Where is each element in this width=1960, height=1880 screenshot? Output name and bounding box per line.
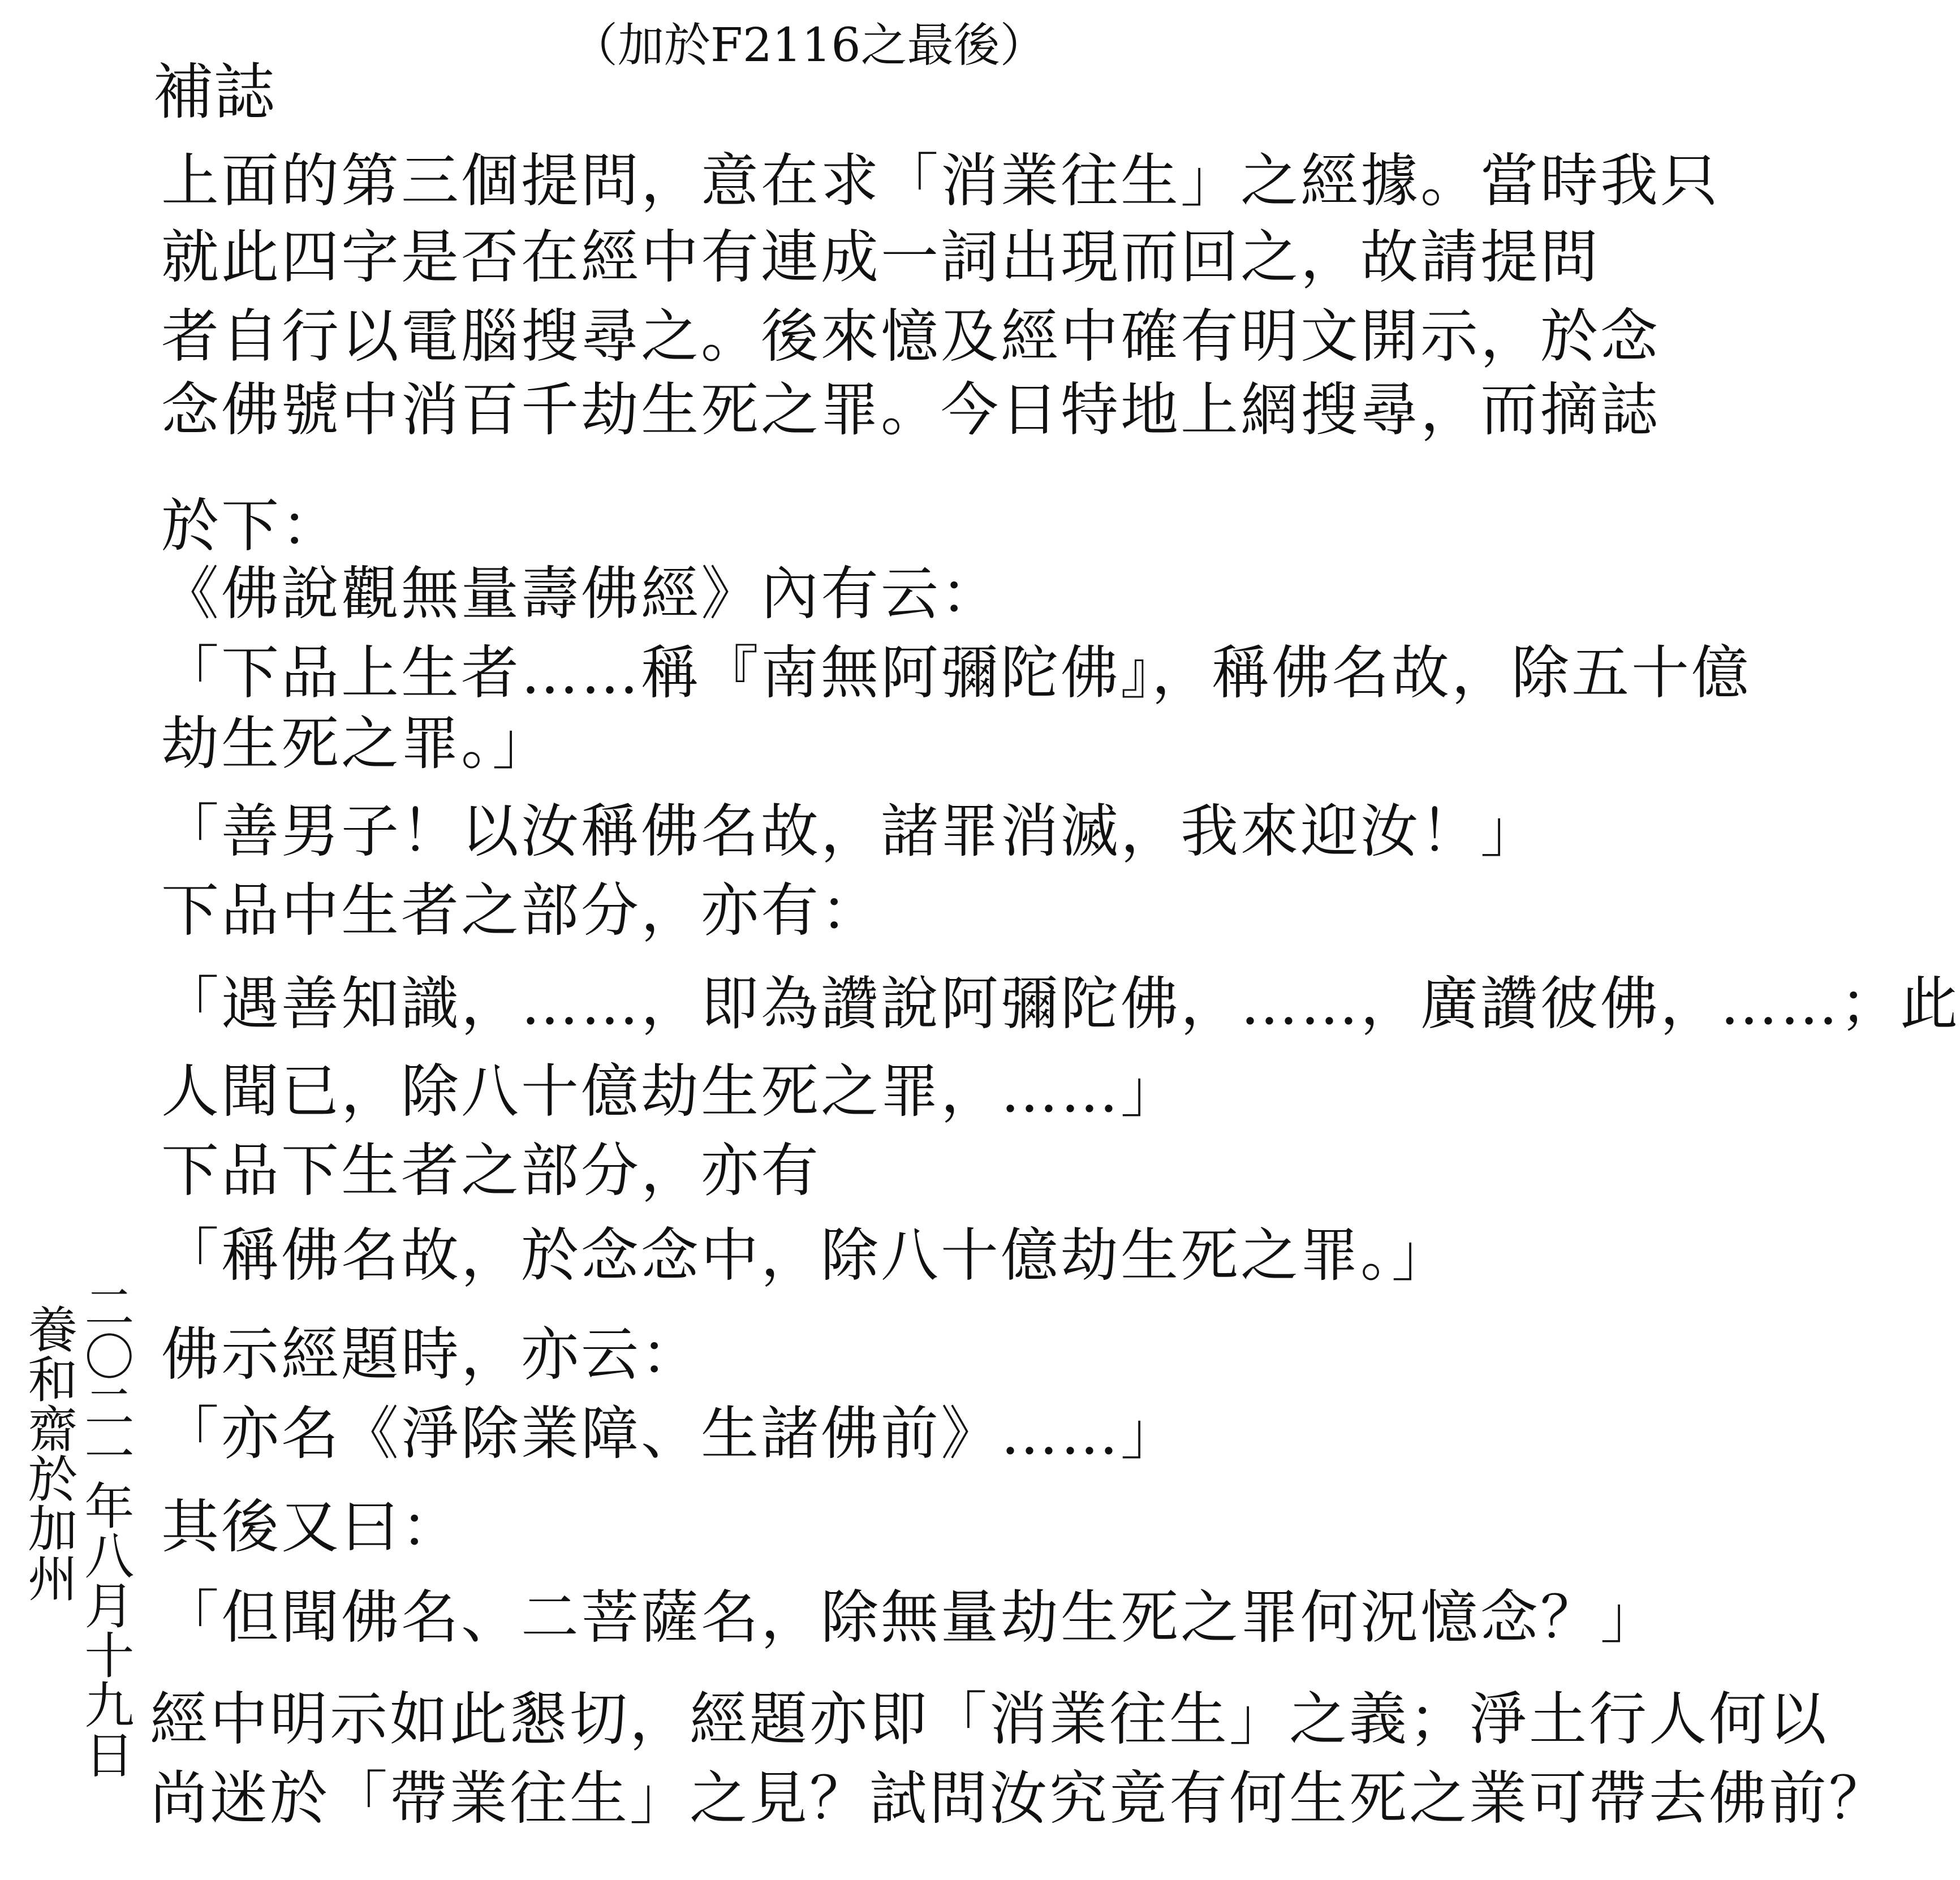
body-line: 就此四字是否在經中有連成一詞出現而回之，故請提問 [161,224,1600,291]
signature-vertical: 養和齋於加州 [20,1304,79,1602]
body-line: 上面的第三個提問，意在求「消業往生」之經據。當時我只 [161,148,1720,215]
body-line: 者自行以電腦搜尋之。後來憶及經中確有明文開示，於念 [161,303,1660,370]
body-line: 佛示經題時，亦云： [161,1321,701,1389]
quote-line: 「遇善知識，……，即為讚說阿彌陀佛，……，廣讚彼佛，……；此 [161,971,1960,1038]
body-line: 其後又曰： [161,1494,461,1561]
quote-line: 劫生死之罪。」 [161,710,552,778]
heading: 補誌 [153,57,275,128]
body-line: 於下： [161,493,341,560]
quote-line: 人聞已，除八十億劫生死之罪，……」 [161,1058,1181,1126]
header-note: （加於F2116之最後） [571,19,1046,72]
body-line: 尚迷於「帶業往生」之見？試問汝究竟有何生死之業可帶去佛前？ [150,1765,1889,1832]
body-line: 經中明示如此懇切，經題亦即「消業往生」之義；淨土行人何以 [150,1686,1829,1753]
date-vertical: 二〇二一年八月十九日 [76,1281,135,1779]
sutra-title-line: 《佛說觀無量壽佛經》內有云： [161,560,1001,628]
quote-line: 「善男子！以汝稱佛名故，諸罪消滅，我來迎汝！」 [161,798,1540,865]
body-line: 念佛號中消百千劫生死之罪。今日特地上網搜尋，而摘誌 [161,377,1660,444]
body-line: 下品中生者之部分，亦有： [161,877,881,945]
quote-line: 「下品上生者……稱『南無阿彌陀佛』，稱佛名故，除五十億 [161,640,1751,707]
body-line: 下品下生者之部分，亦有 [161,1137,821,1205]
quote-line: 「但聞佛名、二菩薩名，除無量劫生死之罪何況憶念？」 [161,1584,1660,1652]
quote-line: 「稱佛名故，於念念中，除八十億劫生死之罪。」 [161,1222,1451,1290]
quote-line: 「亦名《淨除業障、生諸佛前》……」 [161,1400,1181,1468]
